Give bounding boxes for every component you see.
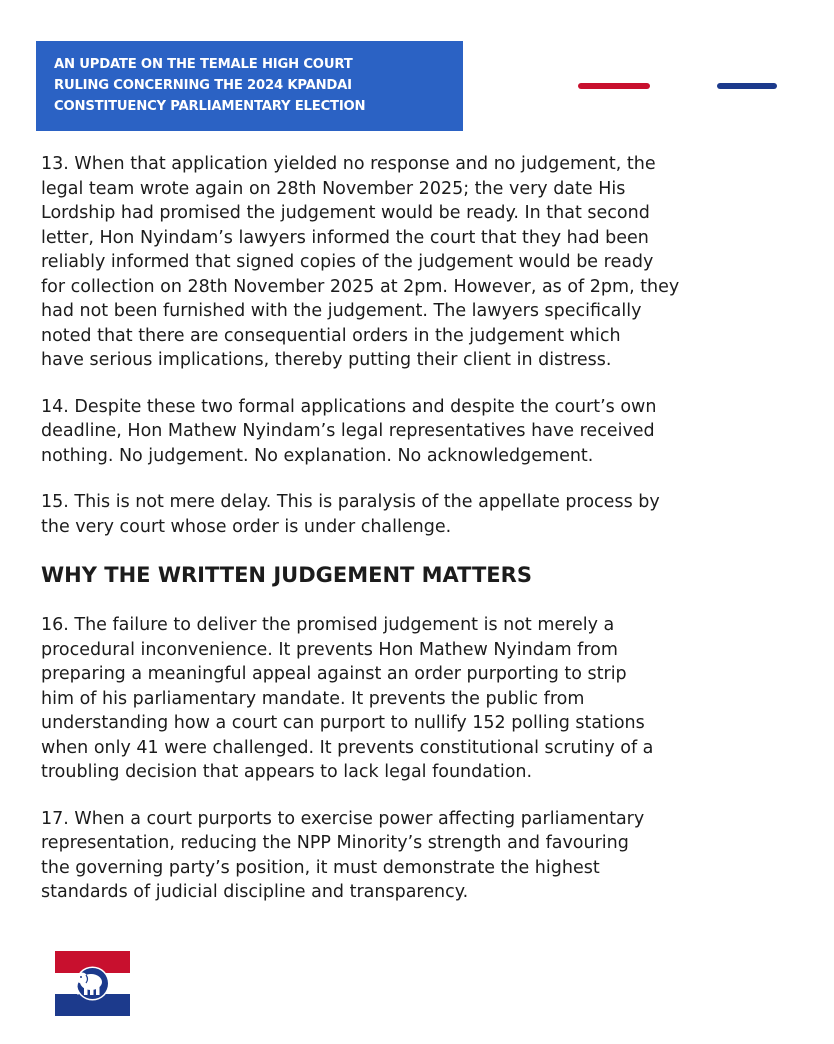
paragraph-line: 16. The failure to deliver the promised judgement is not merely a <box>41 615 615 635</box>
paragraph-line: nothing. No judgement. No explanation. No acknowledgement. <box>41 445 594 466</box>
paragraph-line: legal team wrote again on 28th November 2025; the very date His <box>41 178 626 199</box>
paragraph-line: procedural inconvenience. It prevents Hon Mathew Nyindam from <box>41 639 618 660</box>
paragraph-line: have serious implications, thereby putting their client in distress. <box>41 350 612 370</box>
title-banner <box>36 41 463 131</box>
paragraph-line: deadline, Hon Mathew Nyindam’s legal representatives have received <box>41 421 655 441</box>
paragraph-17 <box>41 807 811 905</box>
paragraph-line: for collection on 28th November 2025 at 2pm. However, as of 2pm, they <box>41 276 680 297</box>
paragraph-line: 13. When that application yielded no response and no judgement, the <box>41 154 656 174</box>
section-heading: WHY THE WRITTEN JUDGEMENT MATTERS <box>41 563 532 587</box>
paragraph-line: letter, Hon Nyindam’s lawyers informed the court that they had been <box>41 227 649 248</box>
npp-elephant-flag-icon <box>55 951 130 1016</box>
title-line-2: RULING CONCERNING THE 2024 KPANDAI <box>54 78 352 93</box>
paragraph-line: him of his parliamentary mandate. It prevents the public from <box>41 688 585 709</box>
paragraph-14 <box>41 395 811 469</box>
paragraph-15 <box>41 490 811 539</box>
paragraph-line: Lordship had promised the judgement would be ready. In that second <box>41 203 650 223</box>
paragraph-line: the governing party’s position, it must demonstrate the highest <box>41 857 600 878</box>
paragraph-line: standards of judicial discipline and transparency. <box>41 882 469 902</box>
paragraph-16 <box>41 613 811 785</box>
paragraph-line: representation, reducing the NPP Minority’s strength and favouring <box>41 833 629 853</box>
accent-bar-blue <box>717 83 777 89</box>
paragraph-line: 17. When a court purports to exercise power affecting parliamentary <box>41 808 645 829</box>
paragraph-line: noted that there are consequential orders in the judgement which <box>41 325 621 346</box>
article-body <box>41 152 811 927</box>
accent-bar-red <box>578 83 650 89</box>
title-line-1: AN UPDATE ON THE TEMALE HIGH COURT <box>54 57 353 72</box>
paragraph-13 <box>41 152 811 373</box>
paragraph-line: troubling decision that appears to lack legal foundation. <box>41 762 533 782</box>
paragraph-line: preparing a meaningful appeal against an order purporting to strip <box>41 664 627 684</box>
paragraph-line: 15. This is not mere delay. This is paralysis of the appellate process by <box>41 492 660 512</box>
paragraph-line: had not been furnished with the judgement. The lawyers specifically <box>41 301 642 321</box>
paragraph-line: understanding how a court can purport to nullify 152 polling stations <box>41 713 645 733</box>
paragraph-line: 14. Despite these two formal applications and despite the court’s own <box>41 396 657 417</box>
paragraph-line: reliably informed that signed copies of the judgement would be ready <box>41 252 654 272</box>
paragraph-line: when only 41 were challenged. It prevents constitutional scrutiny of a <box>41 737 654 758</box>
paragraph-line: the very court whose order is under challenge. <box>41 516 452 537</box>
title-line-3: CONSTITUENCY PARLIAMENTARY ELECTION <box>54 99 366 114</box>
